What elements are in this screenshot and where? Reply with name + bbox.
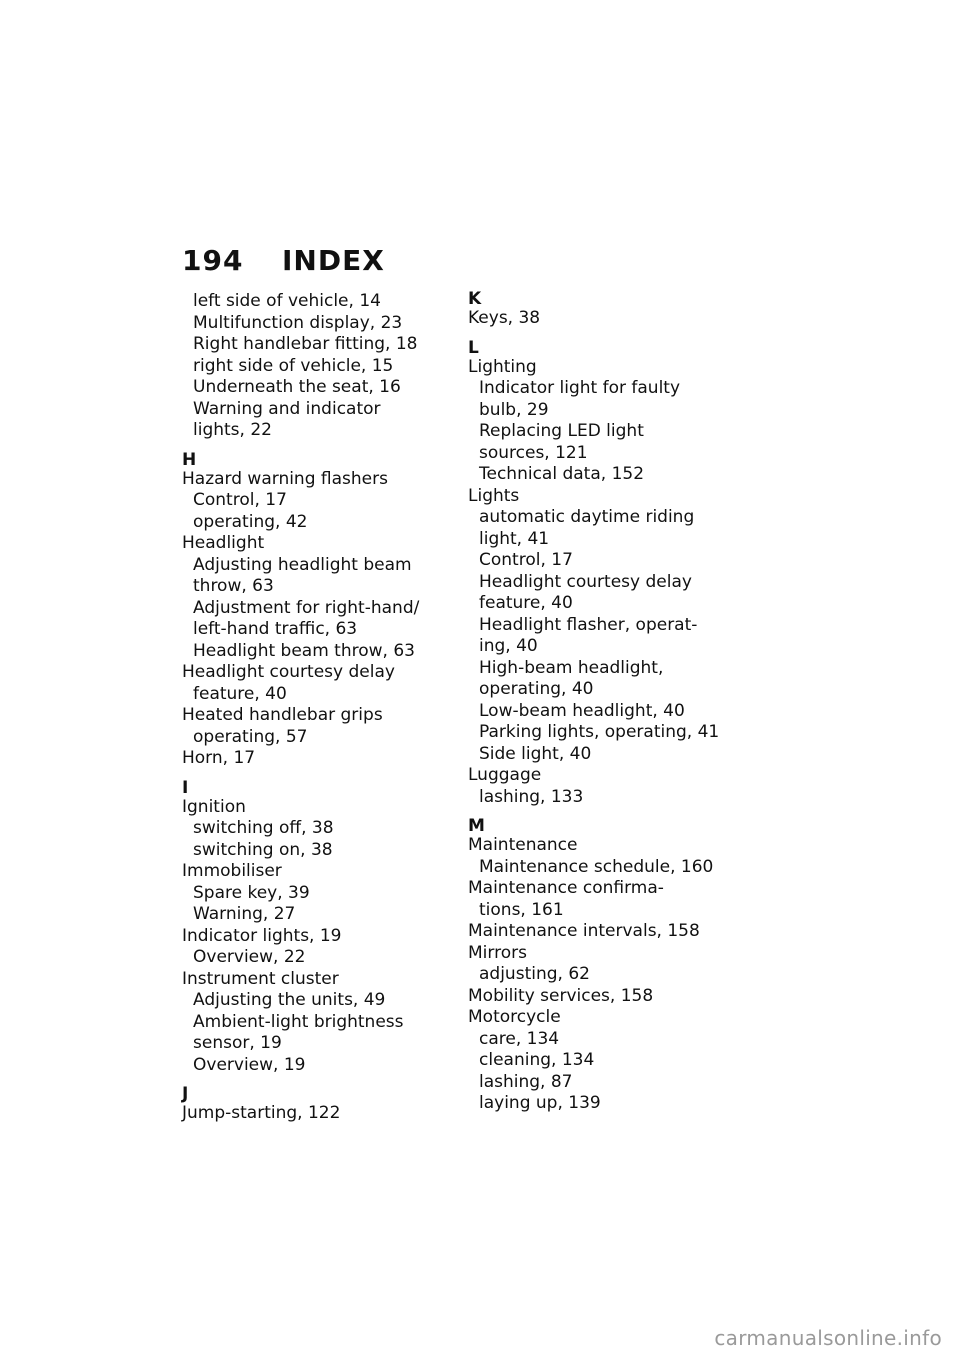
index-entry: Immobiliser: [182, 861, 282, 881]
index-column-left: [182, 291, 452, 1125]
index-entry: Maintenance confirma-: [468, 878, 664, 898]
index-subentry: Ambient-light brightness: [193, 1011, 404, 1032]
index-subentry: throw, 63: [193, 576, 274, 596]
index-subentry: High-beam headlight,: [479, 657, 664, 678]
index-entry: Ignition: [182, 796, 246, 817]
index-subentry: laying up, 139: [479, 1093, 601, 1113]
index-entry: Instrument cluster: [182, 968, 339, 989]
index-subentry: Maintenance schedule, 160: [479, 856, 714, 877]
index-entry: Horn, 17: [182, 748, 256, 768]
index-subentry: Headlight flasher, operat-: [479, 614, 698, 635]
index-subentry: sources, 121: [479, 442, 588, 463]
index-subentry: Headlight courtesy delay: [479, 571, 692, 592]
index-entry: Lights: [468, 485, 520, 506]
index-subentry: tions, 161: [479, 899, 564, 920]
index-entry: Lighting: [468, 356, 537, 377]
index-entry: Motorcycle: [468, 1007, 561, 1027]
index-letter-heading: H: [182, 449, 197, 470]
index-subentry: Adjustment for right-hand/: [193, 597, 420, 618]
index-entry: Mirrors: [468, 942, 527, 963]
index-subentry: Underneath the seat, 16: [193, 377, 401, 397]
index-subentry: lashing, 87: [479, 1071, 573, 1092]
index-column-right: [468, 291, 748, 1115]
index-subentry: Low-beam headlight, 40: [479, 700, 685, 721]
index-subentry: operating, 42: [193, 511, 308, 532]
index-subentry: bulb, 29: [479, 399, 549, 420]
index-entry: Maintenance intervals, 158: [468, 921, 700, 941]
index-subentry: Parking lights, operating, 41: [479, 722, 720, 742]
index-entry: Indicator lights, 19: [182, 925, 342, 946]
index-letter-heading: M: [468, 816, 485, 836]
index-subentry: Technical data, 152: [479, 464, 645, 484]
index-letter-heading: L: [468, 337, 479, 358]
index-entry: Headlight courtesy delay: [182, 662, 395, 682]
index-entry: Luggage: [468, 765, 542, 785]
index-subentry: right side of vehicle, 15: [193, 355, 394, 376]
index-subentry: cleaning, 134: [479, 1050, 595, 1070]
page-number: 194: [182, 243, 244, 277]
index-subentry: Side light, 40: [479, 743, 592, 764]
index-subentry: left-hand traffic, 63: [193, 619, 358, 639]
index-letter-heading: I: [182, 777, 189, 798]
index-subentry: switching on, 38: [193, 839, 333, 860]
index-subentry: Indicator light for faulty: [479, 378, 681, 398]
index-subentry: feature, 40: [193, 683, 287, 704]
index-entry: Heated handlebar grips: [182, 705, 383, 725]
index-subentry: sensor, 19: [193, 1033, 282, 1053]
index-subentry: Warning and indicator: [193, 398, 381, 419]
index-subentry: ing, 40: [479, 636, 538, 656]
index-subentry: care, 134: [479, 1028, 560, 1049]
section-title: INDEX: [282, 243, 385, 277]
page-header: [182, 240, 385, 280]
index-entry: Mobility services, 158: [468, 985, 654, 1006]
index-subentry: Spare key, 39: [193, 882, 310, 903]
index-entry: Headlight: [182, 533, 265, 553]
index-subentry: automatic daytime riding: [479, 507, 695, 527]
index-subentry: Replacing LED light: [479, 421, 644, 441]
index-subentry: lights, 22: [193, 420, 272, 440]
index-letter-heading: K: [468, 289, 482, 309]
index-subentry: Overview, 19: [193, 1054, 306, 1075]
index-subentry: Control, 17: [479, 550, 573, 570]
index-subentry: Right handlebar fitting, 18: [193, 334, 418, 354]
index-subentry: operating, 40: [479, 679, 594, 699]
index-subentry: lashing, 133: [479, 786, 584, 807]
index-subentry: Headlight beam throw, 63: [193, 640, 415, 661]
index-subentry: Overview, 22: [193, 947, 306, 967]
index-entry: Keys, 38: [468, 308, 541, 328]
index-subentry: operating, 57: [193, 726, 308, 747]
index-subentry: Control, 17: [193, 490, 287, 510]
index-subentry: feature, 40: [479, 593, 573, 613]
index-subentry: Adjusting headlight beam: [193, 554, 412, 575]
index-entry: Maintenance: [468, 835, 578, 855]
index-subentry: Warning, 27: [193, 904, 296, 924]
index-letter-heading: J: [182, 1084, 189, 1104]
index-subentry: adjusting, 62: [479, 964, 590, 984]
index-subentry: Multifunction display, 23: [193, 312, 403, 333]
index-subentry: Adjusting the units, 49: [193, 990, 386, 1010]
index-entry: Hazard warning flashers: [182, 468, 388, 489]
index-subentry: left side of vehicle, 14: [193, 291, 381, 311]
index-entry: Jump-starting, 122: [182, 1103, 341, 1123]
watermark: carmanualsonline.info: [714, 1326, 942, 1350]
index-subentry: light, 41: [479, 528, 550, 549]
index-subentry: switching off, 38: [193, 818, 334, 838]
